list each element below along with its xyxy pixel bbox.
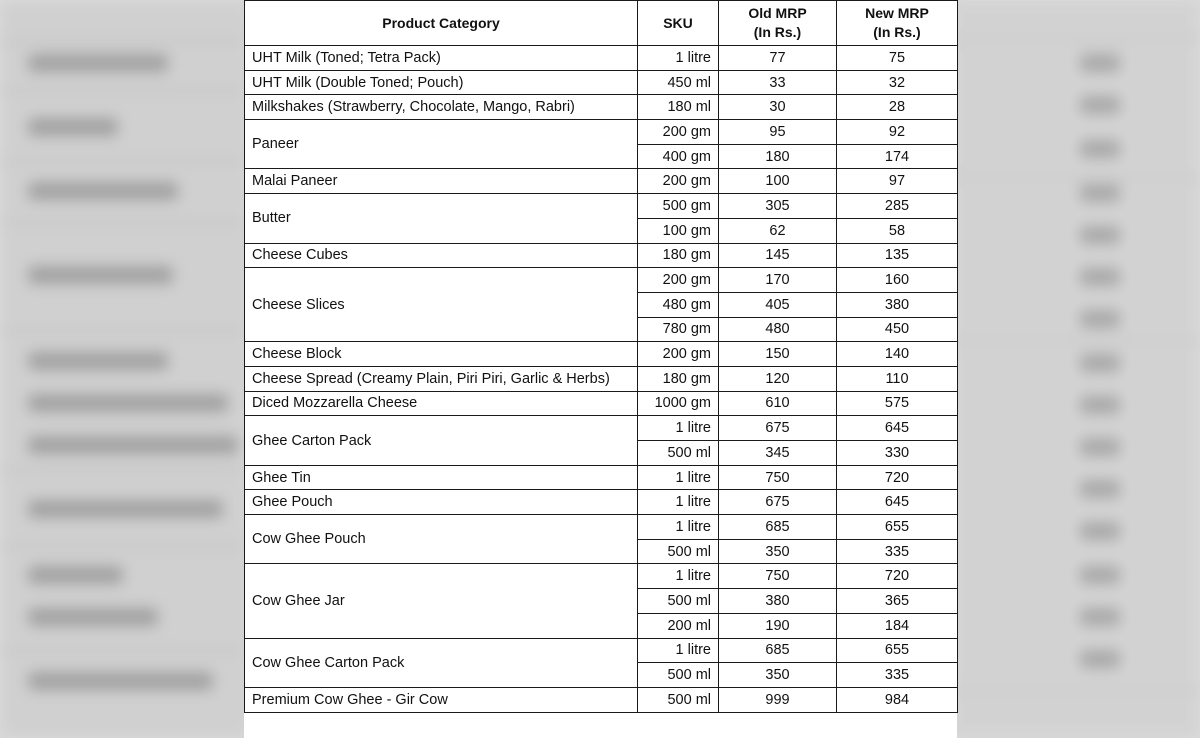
table-row: [245, 95, 958, 120]
blurred-text: [1080, 566, 1120, 584]
product-category-cell: Cow Ghee Jar: [245, 564, 638, 638]
new-mrp-cell: 160: [837, 268, 958, 293]
sku-cell: 450 ml: [638, 70, 719, 95]
header-sku: SKU: [638, 1, 719, 46]
sku-cell: 500 ml: [638, 539, 719, 564]
product-category-cell: Ghee Tin: [245, 465, 638, 490]
sku-cell: 500 ml: [638, 589, 719, 614]
old-mrp-cell: 95: [719, 120, 837, 145]
blurred-text: [1080, 608, 1120, 626]
product-category-cell: UHT Milk (Double Toned; Pouch): [245, 70, 638, 95]
table-row: [245, 169, 958, 194]
old-mrp-cell: 685: [719, 515, 837, 540]
sku-cell: 180 gm: [638, 243, 719, 268]
sku-cell: 1000 gm: [638, 391, 719, 416]
table-row: [245, 70, 958, 95]
table-row: [245, 268, 958, 293]
blurred-text: [1080, 354, 1120, 372]
new-mrp-cell: 140: [837, 342, 958, 367]
table-row: [245, 564, 958, 589]
mrp-price-table: [244, 0, 958, 713]
old-mrp-cell: 345: [719, 441, 837, 466]
old-mrp-cell: 750: [719, 564, 837, 589]
blurred-text: [1080, 438, 1120, 456]
sku-cell: 200 gm: [638, 120, 719, 145]
blurred-divider: [0, 470, 250, 472]
table-row: [245, 638, 958, 663]
product-category-cell: Cheese Cubes: [245, 243, 638, 268]
blurred-text: [28, 608, 158, 626]
product-category-cell: Cheese Slices: [245, 268, 638, 342]
header-old-mrp-unit: (In Rs.): [753, 24, 802, 40]
sku-cell: 1 litre: [638, 638, 719, 663]
sku-cell: 200 ml: [638, 613, 719, 638]
new-mrp-cell: 380: [837, 292, 958, 317]
sku-cell: 200 gm: [638, 342, 719, 367]
blurred-divider: [0, 650, 250, 652]
old-mrp-cell: 750: [719, 465, 837, 490]
blurred-text: [28, 500, 223, 518]
sku-cell: 500 ml: [638, 687, 719, 712]
new-mrp-cell: 174: [837, 144, 958, 169]
new-mrp-cell: 110: [837, 366, 958, 391]
old-mrp-cell: 190: [719, 613, 837, 638]
old-mrp-cell: 685: [719, 638, 837, 663]
sku-cell: 1 litre: [638, 515, 719, 540]
blurred-text: [1080, 96, 1120, 114]
product-category-cell: Ghee Carton Pack: [245, 416, 638, 465]
header-old-mrp-label: Old MRP: [748, 5, 807, 21]
old-mrp-cell: 380: [719, 589, 837, 614]
table-row: [245, 490, 958, 515]
blurred-divider: [950, 340, 1200, 342]
blurred-text: [28, 394, 228, 412]
new-mrp-cell: 92: [837, 120, 958, 145]
new-mrp-cell: 335: [837, 663, 958, 688]
sku-cell: 480 gm: [638, 292, 719, 317]
table-row: [245, 416, 958, 441]
blurred-divider: [0, 90, 250, 92]
table-row: [245, 120, 958, 145]
old-mrp-cell: 405: [719, 292, 837, 317]
blurred-text: [1080, 184, 1120, 202]
blurred-text: [1080, 268, 1120, 286]
price-table-sheet: [244, 0, 957, 738]
new-mrp-cell: 335: [837, 539, 958, 564]
table-row: [245, 515, 958, 540]
header-new-mrp-unit: (In Rs.): [873, 24, 921, 40]
old-mrp-cell: 305: [719, 194, 837, 219]
table-body: [245, 46, 958, 713]
old-mrp-cell: 145: [719, 243, 837, 268]
blurred-text: [28, 266, 173, 284]
blurred-divider: [0, 222, 250, 224]
new-mrp-cell: 575: [837, 391, 958, 416]
table-row: [245, 46, 958, 71]
product-category-cell: Butter: [245, 194, 638, 243]
new-mrp-cell: 365: [837, 589, 958, 614]
header-old-mrp: [719, 1, 837, 46]
product-category-cell: Cow Ghee Pouch: [245, 515, 638, 564]
old-mrp-cell: 350: [719, 663, 837, 688]
new-mrp-cell: 645: [837, 416, 958, 441]
blurred-text: [1080, 480, 1120, 498]
new-mrp-cell: 184: [837, 613, 958, 638]
product-category-cell: Diced Mozzarella Cheese: [245, 391, 638, 416]
blurred-text: [1080, 140, 1120, 158]
sku-cell: 1 litre: [638, 564, 719, 589]
blurred-divider: [950, 38, 1200, 40]
new-mrp-cell: 97: [837, 169, 958, 194]
sku-cell: 100 gm: [638, 218, 719, 243]
blurred-text: [28, 118, 118, 136]
header-product-category: Product Category: [245, 1, 638, 46]
sku-cell: 1 litre: [638, 416, 719, 441]
old-mrp-cell: 675: [719, 490, 837, 515]
product-category-cell: Cheese Spread (Creamy Plain, Piri Piri, Garlic & Herbs): [245, 366, 638, 391]
sku-cell: 500 ml: [638, 441, 719, 466]
header-new-mrp: [837, 1, 958, 46]
sku-cell: 180 ml: [638, 95, 719, 120]
old-mrp-cell: 170: [719, 268, 837, 293]
new-mrp-cell: 58: [837, 218, 958, 243]
product-category-cell: Ghee Pouch: [245, 490, 638, 515]
table-row: [245, 465, 958, 490]
sku-cell: 200 gm: [638, 268, 719, 293]
blurred-text: [1080, 54, 1120, 72]
old-mrp-cell: 999: [719, 687, 837, 712]
table-row: [245, 194, 958, 219]
blurred-divider: [0, 545, 250, 547]
blurred-divider: [0, 330, 250, 332]
new-mrp-cell: 720: [837, 564, 958, 589]
product-category-cell: Paneer: [245, 120, 638, 169]
new-mrp-cell: 450: [837, 317, 958, 342]
old-mrp-cell: 180: [719, 144, 837, 169]
blurred-divider: [950, 176, 1200, 178]
product-category-cell: Milkshakes (Strawberry, Chocolate, Mango, Rabri): [245, 95, 638, 120]
old-mrp-cell: 610: [719, 391, 837, 416]
blurred-text: [1080, 310, 1120, 328]
blurred-divider: [0, 160, 250, 162]
old-mrp-cell: 480: [719, 317, 837, 342]
old-mrp-cell: 120: [719, 366, 837, 391]
table-row: [245, 342, 958, 367]
blurred-text: [1080, 226, 1120, 244]
sku-cell: 500 ml: [638, 663, 719, 688]
new-mrp-cell: 720: [837, 465, 958, 490]
header-new-mrp-label: New MRP: [865, 5, 929, 21]
blurred-text: [28, 352, 168, 370]
old-mrp-cell: 77: [719, 46, 837, 71]
old-mrp-cell: 150: [719, 342, 837, 367]
product-category-cell: UHT Milk (Toned; Tetra Pack): [245, 46, 638, 71]
blurred-text: [28, 54, 168, 72]
new-mrp-cell: 655: [837, 638, 958, 663]
old-mrp-cell: 350: [719, 539, 837, 564]
blurred-text: [28, 566, 123, 584]
blurred-left-panel: [0, 0, 250, 738]
blurred-right-panel: [950, 0, 1200, 738]
new-mrp-cell: 285: [837, 194, 958, 219]
new-mrp-cell: 32: [837, 70, 958, 95]
old-mrp-cell: 100: [719, 169, 837, 194]
new-mrp-cell: 645: [837, 490, 958, 515]
table-row: [245, 391, 958, 416]
sku-cell: 1 litre: [638, 465, 719, 490]
product-category-cell: Cow Ghee Carton Pack: [245, 638, 638, 687]
product-category-cell: Malai Paneer: [245, 169, 638, 194]
blurred-text: [28, 672, 213, 690]
blurred-text: [1080, 650, 1120, 668]
sku-cell: 180 gm: [638, 366, 719, 391]
old-mrp-cell: 675: [719, 416, 837, 441]
sku-cell: 500 gm: [638, 194, 719, 219]
old-mrp-cell: 33: [719, 70, 837, 95]
blurred-text: [28, 436, 238, 454]
blurred-text: [1080, 522, 1120, 540]
new-mrp-cell: 135: [837, 243, 958, 268]
blurred-text: [28, 182, 178, 200]
sku-cell: 1 litre: [638, 490, 719, 515]
product-category-cell: Cheese Block: [245, 342, 638, 367]
new-mrp-cell: 75: [837, 46, 958, 71]
sku-cell: 1 litre: [638, 46, 719, 71]
table-row: [245, 687, 958, 712]
old-mrp-cell: 30: [719, 95, 837, 120]
new-mrp-cell: 330: [837, 441, 958, 466]
new-mrp-cell: 655: [837, 515, 958, 540]
new-mrp-cell: 28: [837, 95, 958, 120]
product-category-cell: Premium Cow Ghee - Gir Cow: [245, 687, 638, 712]
sku-cell: 200 gm: [638, 169, 719, 194]
old-mrp-cell: 62: [719, 218, 837, 243]
new-mrp-cell: 984: [837, 687, 958, 712]
blurred-divider: [950, 690, 1200, 692]
table-row: [245, 243, 958, 268]
table-row: [245, 366, 958, 391]
sku-cell: 400 gm: [638, 144, 719, 169]
blurred-text: [1080, 396, 1120, 414]
table-header-row: [245, 1, 958, 46]
blurred-divider: [0, 40, 250, 42]
sku-cell: 780 gm: [638, 317, 719, 342]
